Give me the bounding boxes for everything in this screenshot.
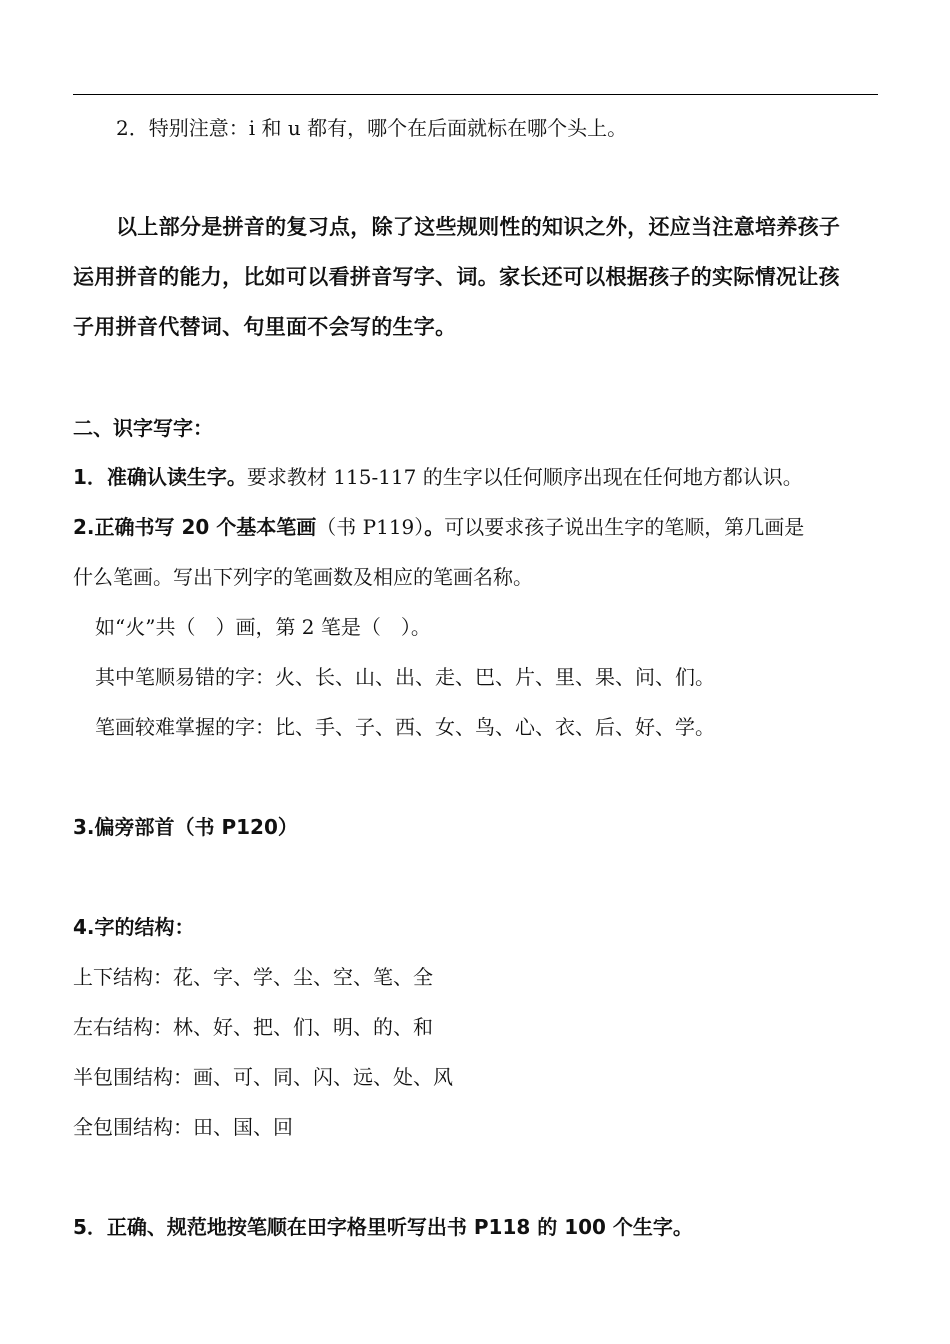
item-5: 5．正确、规范地按笔顺在田字格里听写出书 P118 的 100 个生字。 [73,1215,693,1239]
item-2-text: 可以要求孩子说出生字的笔顺，第几画是 [444,515,805,539]
item-2-hard: 笔画较难掌握的字：比、手、子、西、女、鸟、心、衣、后、好、学。 [95,715,715,739]
item-2-easy-wrong: 其中笔顺易错的字：火、长、山、出、走、巴、片、里、果、问、们。 [95,665,715,689]
item-2-example: 如“火”共（ ）画，第 2 笔是（ ）。 [95,615,431,639]
item-2-title: 2.正确书写 20 个基本笔画 [73,515,317,539]
structure-top-bottom: 上下结构：花、字、学、尘、空、笔、全 [73,965,433,989]
item-1-title: 1．准确认读生字。 [73,465,247,489]
header-rule [73,94,878,95]
summary-line-3: 子用拼音代替词、句里面不会写的生字。 [73,315,457,339]
item-3: 3.偏旁部首（书 P120） [73,815,298,839]
item-2-reference: （书 P119） [316,515,425,539]
structure-left-right: 左右结构：林、好、把、们、明、的、和 [73,1015,433,1039]
item-1 [73,463,803,491]
item-4-heading: 4.字的结构： [73,915,195,939]
item-2 [73,513,804,541]
pinyin-note: 2．特别注意：i 和 u 都有，哪个在后面就标在哪个头上。 [116,116,628,140]
item-1-text: 要求教材 115-117 的生字以任何顺序出现在任何地方都认识。 [246,465,803,489]
item-2-period: 。 [424,515,445,539]
item-2-line-2: 什么笔画。写出下列字的笔画数及相应的笔画名称。 [73,565,533,589]
summary-line-1: 以上部分是拼音的复习点，除了这些规则性的知识之外，还应当注意培养孩子 [116,215,841,239]
structure-half-enclosed: 半包围结构：画、可、同、闪、远、处、风 [73,1065,453,1089]
structure-full-enclosed: 全包围结构：田、国、回 [73,1115,293,1139]
section-heading: 二、识字写字： [73,416,213,440]
summary-line-2: 运用拼音的能力，比如可以看拼音写字、词。家长还可以根据孩子的实际情况让孩 [73,265,840,289]
